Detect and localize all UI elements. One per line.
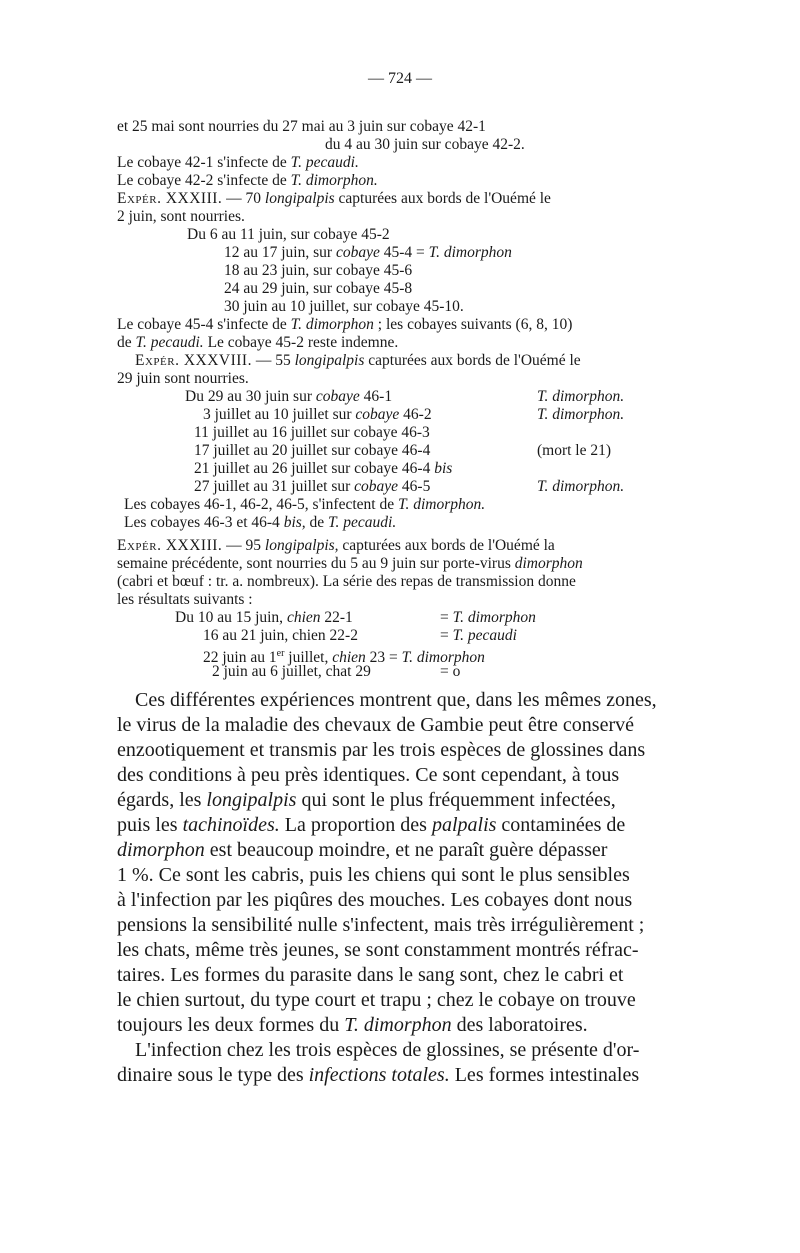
body-line: L'infection chez les trois espèces de glossines, se présente d'or- (135, 1039, 640, 1061)
result-label: T. dimorphon. (537, 478, 625, 495)
body-line: le chien surtout, du type court et trapu ; chez le cobaye on trouve (117, 989, 636, 1011)
page-number: — 724 — (368, 70, 432, 87)
result-label: = T. pecaudi (440, 627, 517, 644)
schedule-row: 30 juin au 10 juillet, sur cobaye 45-10. (224, 298, 464, 315)
result-label: T. dimorphon. (537, 388, 625, 405)
schedule-row: 24 au 29 juin, sur cobaye 45-8 (224, 280, 413, 297)
result-label: = T. dimorphon (440, 609, 536, 626)
body-line: taires. Les formes du parasite dans le sang sont, chez le cabri et (117, 964, 624, 986)
body-line: le virus de la maladie des chevaux de Gambie peut être conservé (117, 714, 635, 736)
schedule-row: 17 juillet au 20 juillet sur cobaye 46-4 (194, 442, 431, 459)
text-line: les résultats suivants : (117, 591, 253, 608)
body-line: pensions la sensibilité nulle s'infectent, mais très irrégulièrement ; (117, 914, 645, 936)
body-line: enzootiquement et transmis par les trois espèces de glossines dans (117, 739, 646, 761)
text-line: semaine précédente, sont nourries du 5 au 9 juin sur porte-virus dimorphon (117, 555, 583, 572)
text-line: (cabri et bœuf : tr. a. nombreux). La série des repas de transmission donne (117, 573, 576, 590)
text-line: et 25 mai sont nourries du 27 mai au 3 juin sur cobaye 42-1 (117, 118, 486, 135)
body-line: égards, les longipalpis qui sont le plus fréquemment infectées, (117, 789, 616, 811)
experiment-heading: Expér. XXXVIII. — 55 longipalpis capturées aux bords de l'Ouémé le (135, 352, 581, 369)
schedule-row: 11 juillet au 16 juillet sur cobaye 46-3 (194, 424, 430, 441)
schedule-row: 22 juin au 1er juillet, chien 23 = T. dimorphon (203, 648, 485, 667)
text-line: Les cobayes 46-1, 46-2, 46-5, s'infectent de T. dimorphon. (124, 496, 486, 513)
body-line: dimorphon est beaucoup moindre, et ne paraît guère dépasser (117, 839, 608, 861)
schedule-row: 3 juillet au 10 juillet sur cobaye 46-2 (203, 406, 432, 423)
text-line: 2 juin, sont nourries. (117, 208, 245, 225)
body-line: des conditions à peu près identiques. Ce sont cependant, à tous (117, 764, 620, 786)
body-line: dinaire sous le type des infections totales. Les formes intestinales (117, 1064, 640, 1086)
text-line: de T. pecaudi. Le cobaye 45-2 reste indemne. (117, 334, 399, 351)
body-line: 1 %. Ce sont les cabris, puis les chiens qui sont le plus sensibles (117, 864, 630, 886)
schedule-row: 2 juin au 6 juillet, chat 29 (212, 663, 371, 680)
schedule-row: Du 10 au 15 juin, chien 22-1 (175, 609, 353, 626)
result-label: T. dimorphon. (537, 406, 625, 423)
text-line: du 4 au 30 juin sur cobaye 42-2. (325, 136, 525, 153)
experiment-heading: Expér. XXXIII. — 95 longipalpis, capturées aux bords de l'Ouémé la (117, 537, 555, 554)
experiment-heading: Expér. XXXIII. — 70 longipalpis capturées aux bords de l'Ouémé le (117, 190, 551, 207)
schedule-row: Du 6 au 11 juin, sur cobaye 45-2 (187, 226, 390, 243)
text-line: Le cobaye 42-2 s'infecte de T. dimorphon. (117, 172, 378, 189)
body-line: à l'infection par les piqûres des mouches. Les cobayes dont nous (117, 889, 633, 911)
result-label: = o (440, 663, 461, 680)
text-line: 29 juin sont nourries. (117, 370, 249, 387)
result-label: (mort le 21) (537, 442, 612, 459)
body-line: Ces différentes expériences montrent que, dans les mêmes zones, (135, 689, 657, 711)
text-line: Les cobayes 46-3 et 46-4 bis, de T. pecaudi. (124, 514, 397, 531)
schedule-row: 16 au 21 juin, chien 22-2 (203, 627, 358, 644)
text-line: Le cobaye 45-4 s'infecte de T. dimorphon ; les cobayes suivants (6, 8, 10) (117, 316, 573, 333)
schedule-row: 18 au 23 juin, sur cobaye 45-6 (224, 262, 413, 279)
schedule-row: Du 29 au 30 juin sur cobaye 46-1 (185, 388, 393, 405)
body-line: les chats, même très jeunes, se sont constamment montrés réfrac- (117, 939, 639, 961)
text-line: Le cobaye 42-1 s'infecte de T. pecaudi. (117, 154, 359, 171)
schedule-row: 27 juillet au 31 juillet sur cobaye 46-5 (194, 478, 431, 495)
body-line: puis les tachinoïdes. La proportion des palpalis contaminées de (117, 814, 626, 836)
schedule-row: 21 juillet au 26 juillet sur cobaye 46-4 bis (194, 460, 453, 477)
body-line: toujours les deux formes du T. dimorphon des laboratoires. (117, 1014, 588, 1036)
schedule-row: 12 au 17 juin, sur cobaye 45-4 = T. dimorphon (224, 244, 512, 261)
